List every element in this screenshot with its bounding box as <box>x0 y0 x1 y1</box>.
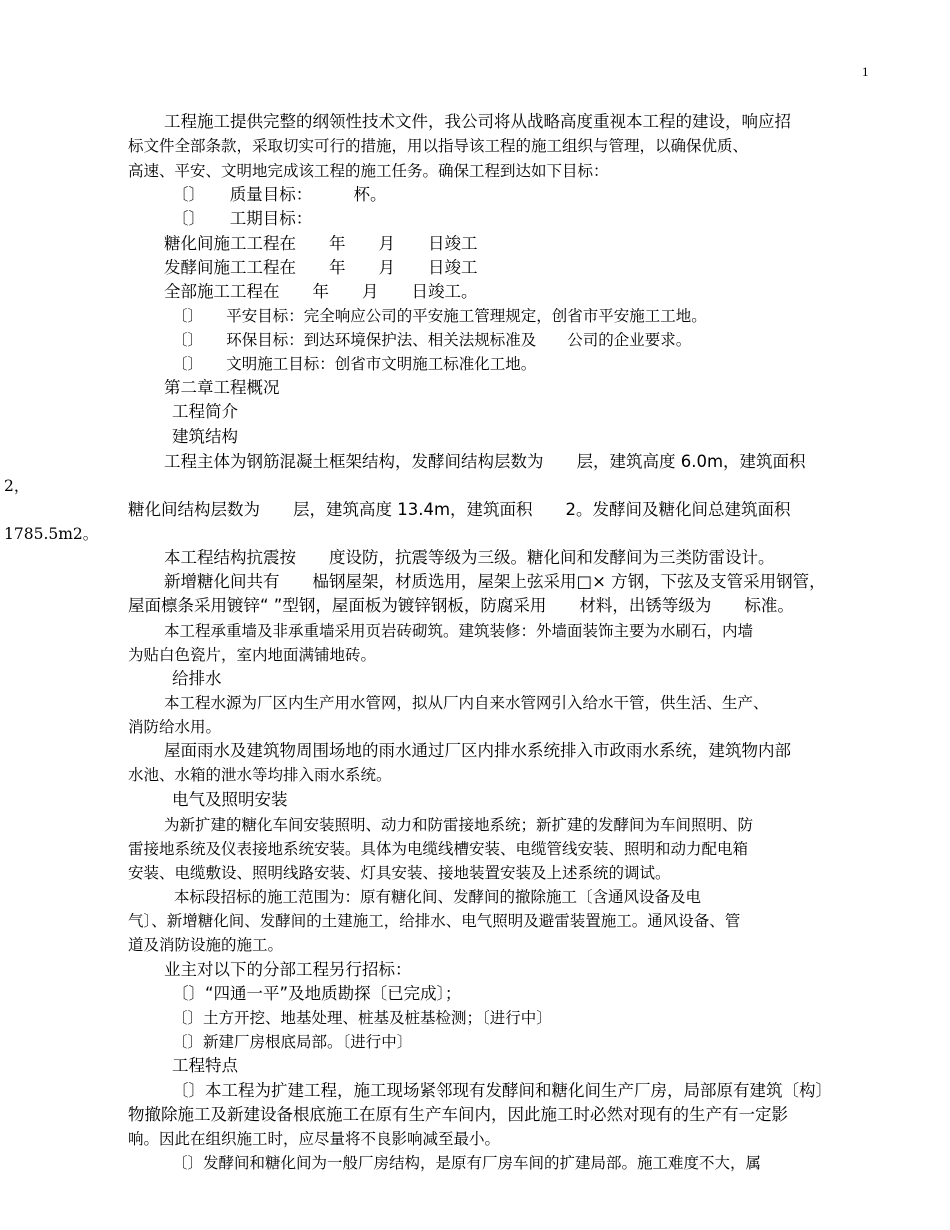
text-line: 第二章工程概况 <box>164 378 280 397</box>
text-line: 糖化间施工工程在 年 月 日竣工 <box>164 234 478 253</box>
text-line: 本工程承重墙及非承重墙采用页岩砖砌筑。建筑装修：外墙面装饰主要为水刷石，内墙 <box>164 622 754 640</box>
text-line: 建筑结构 <box>172 427 238 446</box>
text-line: 〔〕新建厂房根底局部。〔进行中〕 <box>172 1033 413 1051</box>
text-line: 水池、水箱的泄水等均排入雨水系统。 <box>128 766 392 784</box>
text-line: 为贴白色瓷片，室内地面满铺地砖。 <box>128 646 377 664</box>
text-line: 响。因此在组织施工时，应尽量将不良影响减至最小。 <box>128 1130 501 1148</box>
text-line: 发酵间施工工程在 年 月 日竣工 <box>164 258 478 277</box>
text-line: 全部施工工程在 年 月 日竣工。 <box>164 282 478 301</box>
text-line: 为新扩建的糖化车间安装照明、动力和防雷接地系统；新扩建的发酵间为车间照明、防 <box>164 816 754 834</box>
text-line: 新增糖化间共有 榀钢屋架，材质选用，屋架上弦采用□× 方钢，下弦及支管采用钢管， <box>164 572 826 591</box>
text-line: 物撤除施工及新建设备根底施工在原有生产车间内，因此施工时必然对现有的生产有一定影 <box>128 1105 788 1124</box>
text-line: 1785.5m2。 <box>4 525 99 543</box>
text-line: 〔〕 平安目标：完全响应公司的平安施工管理规定，创省市平安施工工地。 <box>172 307 707 325</box>
text-line: 工程主体为钢筋混凝土框架结构，发酵间结构层数为 层，建筑高度 6.0m，建筑面积 <box>164 452 806 471</box>
text-line: 标文件全部条款，采取切实可行的措施，用以指导该工程的施工组织与管理，以确保优质、 <box>128 137 749 155</box>
text-line: 气〕、新增糖化间、发酵间的土建施工，给排水、电气照明及避雷装置施工。通风设备、管 <box>128 912 741 930</box>
text-line: 本标段招标的施工范围为：原有糖化间、发酵间的撤除施工〔含通风设备及电 <box>174 888 702 906</box>
text-line: 〔〕“四通一平”及地质勘探〔已完成〕； <box>172 984 462 1003</box>
text-line: 屋面檩条采用镀锌“ ”型钢，屋面板为镀锌钢板，防腐采用 材料，出锈等级为 标准。 <box>128 596 794 615</box>
text-line: 雷接地系统及仪表接地系统安装。具体为电缆线槽安装、电缆管线安装、照明和动力配电箱 <box>128 840 749 858</box>
text-line: 〔〕 工期目标： <box>172 209 313 228</box>
text-line: 工程特点 <box>172 1056 238 1075</box>
text-line: 〔〕本工程为扩建工程，施工现场紧邻现有发酵间和糖化间生产厂房，局部原有建筑〔构〕 <box>172 1081 832 1100</box>
text-line: 〔〕 文明施工目标：创省市文明施工标准化工地。 <box>172 355 537 373</box>
text-line: 业主对以下的分部工程另行招标： <box>164 960 412 979</box>
text-line: 消防给水用。 <box>128 718 222 736</box>
page-number: 1 <box>862 64 869 79</box>
text-line: 电气及照明安装 <box>172 790 288 809</box>
text-line: 〔〕 质量目标： 杯。 <box>172 185 387 204</box>
text-line: 2， <box>4 477 30 495</box>
text-line: 屋面雨水及建筑物周围场地的雨水通过厂区内排水系统排入市政雨水系统，建筑物内部 <box>164 741 791 760</box>
text-line: 糖化间结构层数为 层，建筑高度 13.4m，建筑面积 2。发酵间及糖化间总建筑面积 <box>128 500 791 519</box>
text-line: 〔〕发酵间和糖化间为一般厂房结构，是原有厂房车间的扩建局部。施工难度不大，属 <box>172 1154 762 1172</box>
text-line: 安装、电缆敷设、照明线路安装、灯具安装、接地装置安装及上述系统的调试。 <box>128 864 671 882</box>
text-line: 道及消防设施的施工。 <box>128 936 284 954</box>
text-line: 本工程结构抗震按 度设防，抗震等级为三级。糖化间和发酵间为三类防雷设计。 <box>164 548 775 567</box>
text-line: 〔〕 环保目标：到达环境保护法、相关法规标准及 公司的企业要求。 <box>172 331 692 349</box>
text-line: 高速、平安、文明地完成该工程的施工任务。确保工程到达如下目标： <box>128 162 609 180</box>
text-line: 本工程水源为厂区内生产用水管网，拟从厂内自来水管网引入给水干管，供生活、生产、 <box>164 694 769 712</box>
text-line: 工程简介 <box>172 402 238 421</box>
text-line: 〔〕土方开挖、地基处理、桩基及桩基检测；〔进行中〕 <box>172 1009 552 1027</box>
text-line: 工程施工提供完整的纲领性技术文件，我公司将从战略高度重视本工程的建设，响应招 <box>164 112 791 131</box>
text-line: 给排水 <box>172 669 222 688</box>
